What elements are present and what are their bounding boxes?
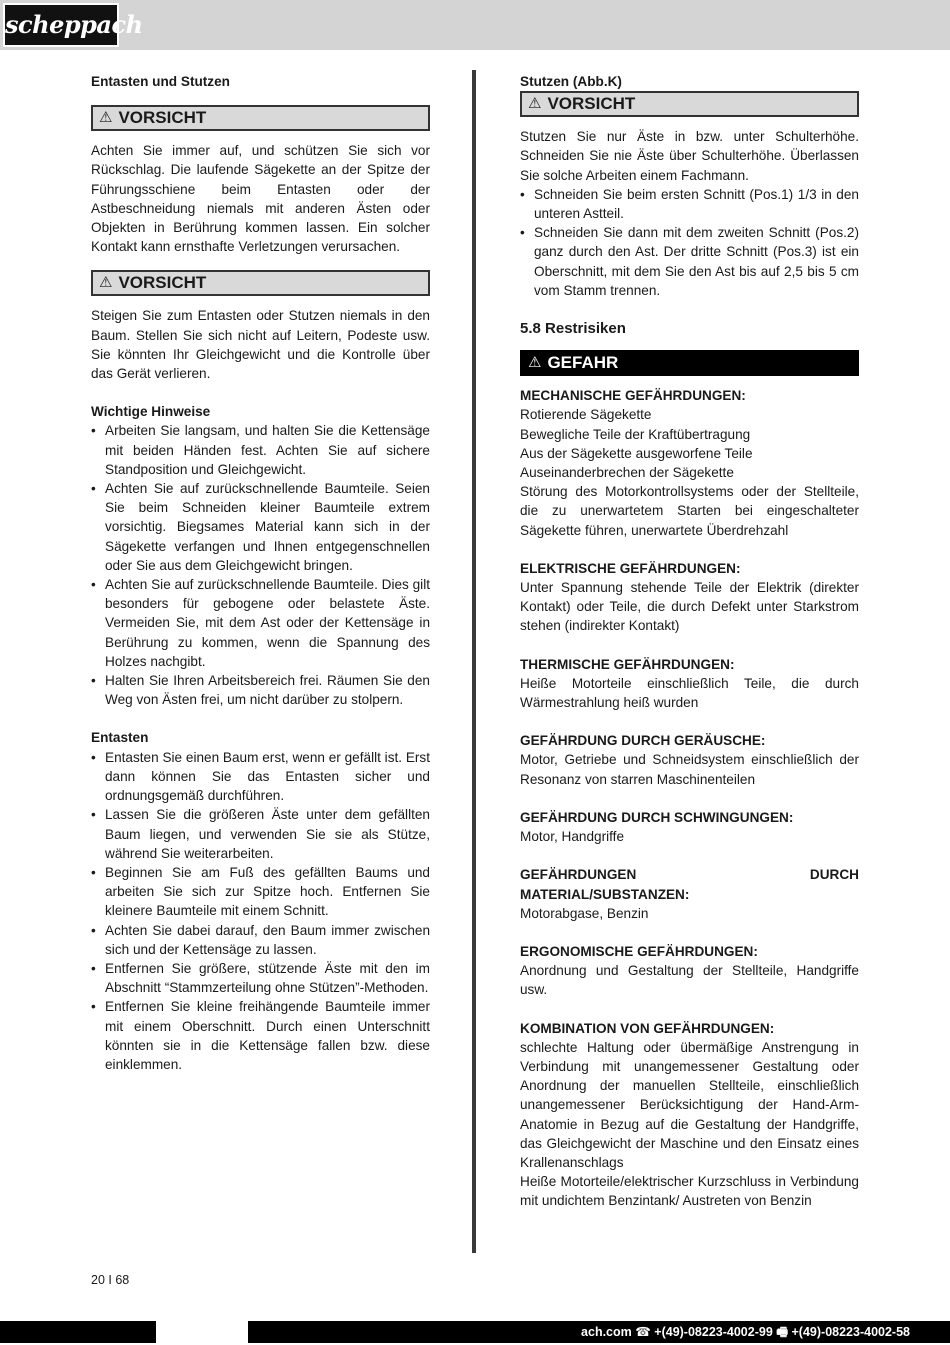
- list-item: • Schneiden Sie beim ersten Schnitt (Pos.1) 1/3 in den unteren Astteil.: [520, 185, 859, 223]
- hazard-title: GEFÄHRDUNG DURCH GERÄUSCHE:: [520, 733, 766, 749]
- hazard-title: KOMBINATION VON GEFÄHRDUNGEN:: [520, 1020, 775, 1036]
- page-header: [0, 0, 950, 50]
- caution-text-2: Steigen Sie zum Entasten oder Stutzen niemals in den Baum. Stellen Sie sich nicht auf Leitern, Podeste usw. Sie könnten Ihr Gleichgewicht und die Kontrolle über das Gerät verlieren.: [91, 308, 430, 382]
- page-footer: [0, 1321, 950, 1343]
- list-item: • Beginnen Sie am Fuß des gefällten Baums und arbeiten Sie sich zur Spitze hoch. Entfernen Sie kleinere Baumteile mit einem Schnitt.: [91, 863, 430, 921]
- section-title-stutzen: Stutzen (Abb.K): [520, 74, 622, 89]
- right-column: [520, 72, 859, 1211]
- hazard-title: ERGONOMISCHE GEFÄHRDUNGEN:: [520, 943, 758, 959]
- list-item: • Lassen Sie die größeren Äste unter dem gefällten Baum liegen, und verwenden Sie sie als Stütze, während Sie weiterarbeiten.: [91, 805, 430, 863]
- footer-contact: ach.com ☎ +(49)-08223-4002-99 🖷 +(49)-08223-4002-58: [581, 1325, 910, 1339]
- danger-label: GEFAHR: [547, 353, 619, 373]
- warning-triangle-icon: ⚠: [528, 354, 542, 372]
- list-item: • Achten Sie auf zurückschnellende Baumteile. Seien Sie beim Schneiden kleiner Baumteile extrem vorsichtig. Biegsames Material kann sich in der Sägekette verfangen und Ihnen entgegenschnellen oder Sie aus dem Gleichgewicht bringen.: [91, 479, 430, 575]
- hazard-line: Auseinanderbrechen der Sägekette: [520, 465, 734, 481]
- hints-title: Wichtige Hinweise: [91, 404, 211, 420]
- hazard-line: schlechte Haltung oder übermäßige Anstrengung in Verbindung mit unangemessener Gestaltung oder Anordnung der manuellen Stellteile, einschließlich unangemessener Berücksichtigung der Hand-Arm-Anatomie in Bezug auf die Gestaltung der Handgriffe, das Gleichgewicht der Maschine und den Einsatz eines Krallenanschlags: [520, 1039, 859, 1170]
- hazard-line: Heiße Motorteile einschließlich Teile, die durch Wärmestrahlung heiß wurden: [520, 675, 859, 711]
- warning-triangle-icon: ⚠: [528, 95, 542, 113]
- left-column: [91, 72, 430, 1074]
- hazard-line: Bewegliche Teile der Kraftübertragung: [520, 426, 751, 442]
- section-title-entasten-stutzen: Entasten und Stutzen: [91, 74, 230, 89]
- list-item: • Entfernen Sie kleine freihängende Baumteile immer mit einem Oberschnitt. Durch einen Unterschnitt könnten sie in die Kettensäge fallen bzw. diese einklemmen.: [91, 997, 430, 1074]
- hazard-line: Aus der Sägekette ausgeworfene Teile: [520, 445, 753, 461]
- hazard-line: Motor, Handgriffe: [520, 829, 625, 845]
- caution-label: VORSICHT: [547, 94, 636, 114]
- hazard-line: Anordnung und Gestaltung der Stellteile, Handgriffe usw.: [520, 963, 859, 998]
- hints-list: [91, 421, 430, 709]
- scheppach-logo: scheppach: [3, 3, 119, 47]
- hazard-line: Rotierende Sägekette: [520, 407, 652, 423]
- list-item: • Achten Sie auf zurückschnellende Baumteile. Dies gilt besonders für gebogene oder belastete Äste. Vermeiden Sie, mit dem Ast oder der Kettensäge in Berührung zu kommen, wenn die Spannung des Holzes nachgibt.: [91, 575, 430, 671]
- warning-triangle-icon: ⚠: [99, 109, 113, 127]
- list-item: • Entasten Sie einen Baum erst, wenn er gefällt ist. Erst dann können Sie das Entasten sicher und ordnungsgemäß durchführen.: [91, 748, 430, 806]
- hazard-title: ELEKTRISCHE GEFÄHRDUNGEN:: [520, 560, 741, 576]
- caution-text-3: Stutzen Sie nur Äste in bzw. unter Schulterhöhe. Schneiden Sie nie Äste über Schulterhöhe. Überlassen Sie solche Arbeiten einem Fachmann.: [520, 129, 859, 183]
- list-item: • Schneiden Sie dann mit dem zweiten Schnitt (Pos.2) ganz durch den Ast. Der dritte Schnitt (Pos.3) ist ein Oberschnitt, mit dem Sie den Ast bis auf 2,5 bis 5 cm vom Stamm trennen.: [520, 223, 859, 300]
- warning-triangle-icon: ⚠: [99, 274, 113, 292]
- list-item: • Halten Sie Ihren Arbeitsbereich frei. Räumen Sie den Weg von Ästen frei, um nicht darüber zu stolpern.: [91, 671, 430, 709]
- hazard-title: THERMISCHE GEFÄHRDUNGEN:: [520, 656, 735, 672]
- hazard-title: GEFÄHRDUNGEN DURCH MATERIAL/SUBSTANZEN:: [520, 867, 859, 902]
- hazard-line: Motor, Getriebe und Schneidsystem einschließlich der Resonanz von starren Maschinenteilen: [520, 752, 859, 787]
- hazard-title: MECHANISCHE GEFÄHRDUNGEN:: [520, 388, 746, 404]
- caution-text-1: Achten Sie immer auf, und schützen Sie sich vor Rückschlag. Die laufende Sägekette an der Spitze der Führungsschiene beim Entasten oder der Astbeschneidung niemals mit anderen Ästen oder Objekten in Berührung kommen lassen. Ein solcher Kontakt kann ernsthafte Verletzungen verursachen.: [91, 143, 430, 255]
- list-item: • Achten Sie dabei darauf, den Baum immer zwischen sich und der Kettensäge zu lassen.: [91, 921, 430, 959]
- hazard-line: Störung des Motorkontrollsystems oder der Stellteile, die zu unerwartetem Starten bei eingeschalteter Sägekette führen, unerwartete Überdrehzahl: [520, 484, 859, 538]
- hazard-list: [520, 386, 859, 1210]
- caution-box-1: [91, 105, 430, 131]
- caution-label: VORSICHT: [118, 108, 207, 128]
- hazard-line: Unter Spannung stehende Teile der Elektrik (direkter Kontakt) oder Teile, die durch Defekt unter Starkstrom stehen (indirekter Kontakt): [520, 580, 859, 634]
- hazard-line: Heiße Motorteile/elektrischer Kurzschluss in Verbindung mit undichtem Benzintank/ Austreten von Benzin: [520, 1174, 859, 1209]
- column-divider: [472, 70, 476, 1253]
- footer-block: [156, 1321, 248, 1343]
- hazard-line: Motorabgase, Benzin: [520, 905, 649, 921]
- caution-box-2: [91, 270, 430, 296]
- page-number: 20 I 68: [91, 1273, 130, 1287]
- caution-label: VORSICHT: [118, 273, 207, 293]
- hazard-title: GEFÄHRDUNG DURCH SCHWINGUNGEN:: [520, 809, 794, 825]
- danger-box: [520, 350, 859, 376]
- entasten-list: [91, 748, 430, 1074]
- entasten-title: Entasten: [91, 730, 149, 746]
- list-item: • Entfernen Sie größere, stützende Äste mit den im Abschnitt “Stammzerteilung ohne Stützen”-Methoden.: [91, 959, 430, 997]
- caution-box-3: [520, 91, 859, 117]
- section-heading-restrisiken: 5.8 Restrisiken: [520, 320, 626, 338]
- list-item: • Arbeiten Sie langsam, und halten Sie die Kettensäge mit beiden Händen fest. Achten Sie auf sichere Standposition und Gleichgewicht.: [91, 421, 430, 479]
- steps-list: [520, 185, 859, 300]
